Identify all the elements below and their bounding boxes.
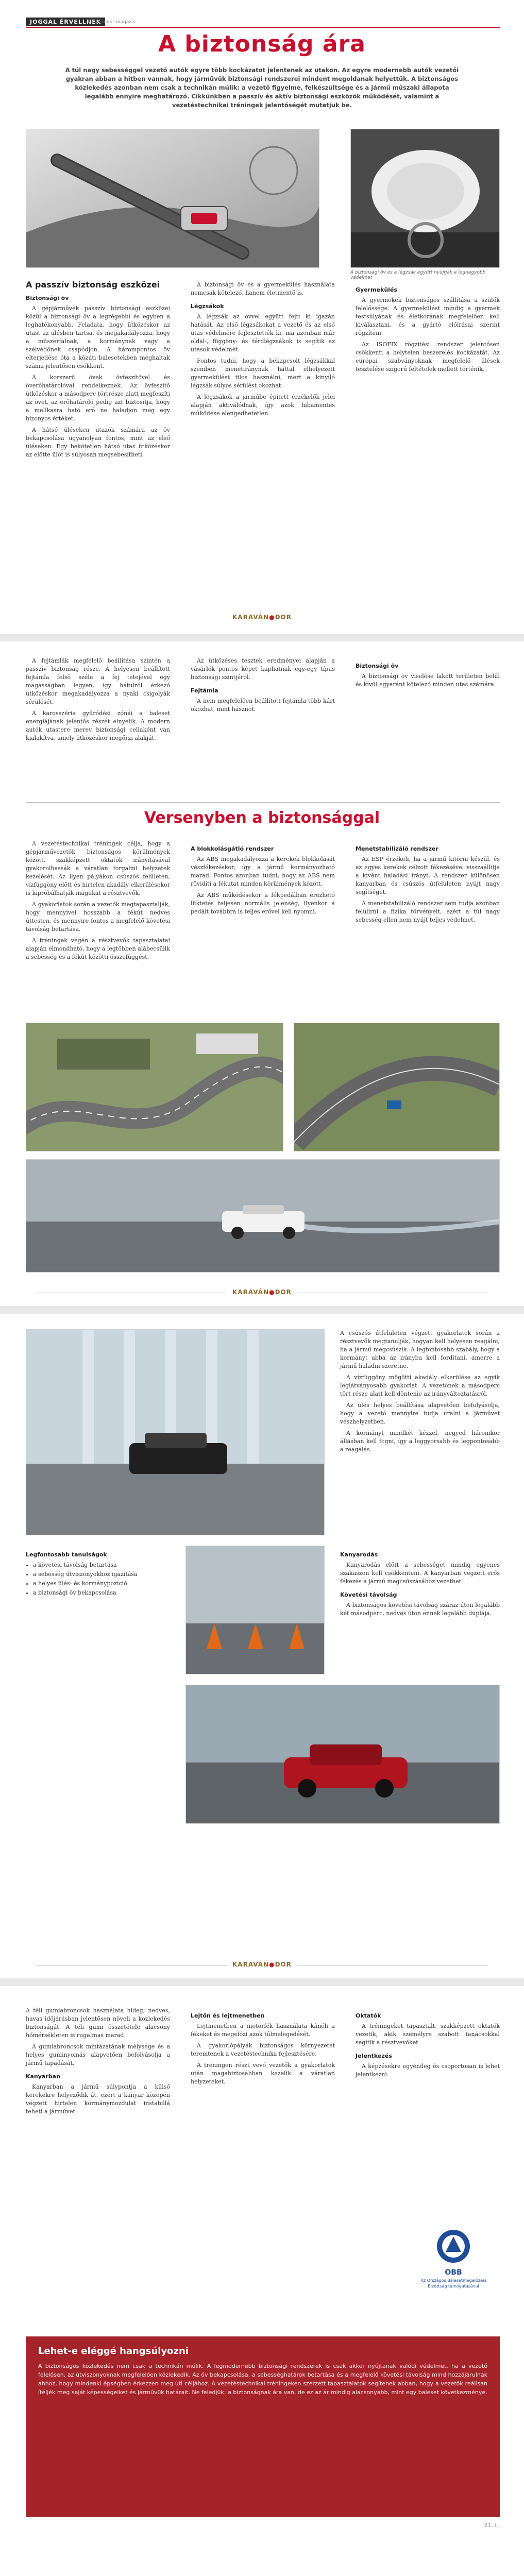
water-wall-illustration <box>26 1330 325 1535</box>
photo-cones <box>185 1546 325 1674</box>
brand-logo: KARAVÁN●DOR <box>232 614 292 621</box>
column-1 <box>26 1546 170 1601</box>
paragraph: A tréningeket tapasztalt, szakképzett oktatók vezetik, akik személyre szabott tanácsokkal segítik a résztvevőket. <box>356 2023 500 2046</box>
paragraph: A gyakorlópályák biztonságos környezetet teremtenek a vezetéstechnika fejlesztésére. <box>191 2042 335 2057</box>
info-box <box>26 2336 500 2517</box>
obb-initials: OBB <box>445 2268 462 2277</box>
page-footer <box>0 611 524 626</box>
photo-skid-pan <box>26 1159 500 1273</box>
subheading: Oktatók <box>356 2012 381 2019</box>
column-1 <box>26 657 170 745</box>
brand-logo: KARAVÁN●DOR <box>232 1289 292 1296</box>
obb-emblem-icon <box>435 2228 471 2264</box>
subheading: Gyermekülés <box>356 286 397 293</box>
paragraph: A karosszéria gyűrődési zónái a baleset energiájának jelentős részét elnyelik. A modern autók utastere merev biztonsági cellaként van kialakítva, amely ütközéskor megőrzi alakját. <box>26 710 170 741</box>
paragraph: Lejtmenetben a motorfék használata kíméli a fékeket és megelőzi azok túlmelegedését. <box>191 2023 335 2038</box>
paragraph: A kormányt mindkét kézzel, negyed háromkor állásban kell fogni, így a leggyorsabb és legpontosabb a reagálás. <box>340 1430 500 1453</box>
paragraph: A fejtámlák megfelelő beállítása szintén a passzív biztonság része. A helyesen beállított fejtámla felső széle a fej tetejével egy magasságban legyen, így hátulról érkező ütközéskor megakadályozza a nyaki csigolyák sérülését. <box>26 657 170 705</box>
paragraph: A vízfüggöny mögötti akadály elkerülése az egyik leglátványosabb gyakorlat. A vezetőnek a másodperc tört része alatt kell döntenie az irányváltoztatásról. <box>340 1374 500 1397</box>
column-1 <box>26 840 170 964</box>
info-box-text: A biztonságos közlekedés nem csak a technikán múlik. A legmodernebb biztonsági rendszerek is csak akkor nyújtanak valódi védelmet, ha a vezető felelősen, az útviszonyoknak megfelelően közlekedik. Az öv bekapcsolása, a sebességhatárok betartása és a megfelelő követési távolság mind hozzájárulnak ahhoz, hogy mindenki épségben érkezzen meg úti céljához. A vezetéstechnikai tréningeken szerzett tapasztalatok segítenek abban, hogy a vezetők reálisan ítéljék meg saját képességeiket és járművük határait. Ne feledjük: a biztonságnak ára van, de ez az ár mindig alacsonyabb, mint egy baleset következménye. <box>38 2363 487 2396</box>
track-curve-illustration <box>294 1023 500 1151</box>
list-item: • a követési távolság betartása <box>33 1561 170 1569</box>
paragraph: A tréningek végén a résztvevők tapasztalatai alapján elmondható, hogy a legtöbben alábecsülik a sebesség és a fékút közötti összefüggést. <box>26 937 170 960</box>
paragraph: Az ülés helyes beállítása alapvetően befolyásolja, hogy a vezető mennyire tudja uralni a járművet vészhelyzetben. <box>340 1402 500 1425</box>
subheading: Követési távolság <box>340 1591 397 1598</box>
paragraph: A képzésekre egyénileg és csoportosan is lehet jelentkezni. <box>356 2063 500 2078</box>
paragraph: A téli gumiabroncsok használata hideg, nedves, havas időjárásban jelentősen növeli a közlekedés biztonságát. A téli gumi összetétele alacsony hőmérsékleten is rugalmas marad. <box>26 2007 170 2039</box>
section-title: Versenyben a biztonsággal <box>144 809 380 827</box>
column-2 <box>191 281 335 421</box>
column-3 <box>356 840 500 927</box>
paragraph: Az ABS működésekor a fékpedálban érezhető lüktetés teljesen normális jelenség, ilyenkor a pedált továbbra is teljes erővel kell nyomni. <box>191 892 335 915</box>
paragraph: A vezetéstechnikai tréningek célja, hogy a gépjárművezetők biztonságos körülmények között, szakképzett oktatók irányításával gyakorolhassák a váratlan forgalmi helyzetek kezelését. Az ilyen pályákon csúszós felületen, vízfüggöny előtt és hirtelen akadály elkerülésekor is kipróbálhatják magukat a résztvevők. <box>26 840 170 896</box>
paragraph: A biztonsági öv és a gyermekülés használata nemcsak kötelező, hanem életmentő is. <box>191 281 335 296</box>
paragraph: A légzsák az övvel együtt fejti ki igazán hatását. Az első légzsákokat a vezető és az első utas védelmére fejlesztették ki, ma azonban már oldal-, függöny- és térdlégzsákok is segítik az utasok védelmét. <box>191 313 335 353</box>
paragraph: A légzsákok a járműbe épített érzékelők jelei alapján aktiválódnak, így azok hibamentes működése elengedhetetlen. <box>191 394 335 417</box>
paragraph: A biztonsági öv viselése lakott területen belül és kívül egyaránt kötelező minden utas számára. <box>356 673 500 688</box>
column-1 <box>26 2007 170 2119</box>
section-divider <box>26 802 500 803</box>
page-4 <box>0 1986 524 2576</box>
subheading: Biztonsági öv <box>356 663 399 669</box>
photo-water-wall <box>26 1329 325 1535</box>
column-2 <box>191 840 335 919</box>
rubric-subtitle: Karavándor magazin <box>88 20 136 25</box>
photo-airbag <box>350 129 500 268</box>
page-2 <box>0 641 524 1306</box>
track-aerial-illustration <box>26 1023 283 1151</box>
photo-red-car <box>185 1685 500 1824</box>
column-3 <box>356 657 500 692</box>
paragraph: Az ütközéses tesztek eredményei alapján a vásárlók pontos képet kaphatnak egy-egy típus biztonsági szintjéről. <box>191 657 335 681</box>
lead-text: A túl nagy sebességgel vezető autók egyre több kockázatot jelentenek az utakon. Az egyre modernebb autók vezetői gyakran abban a hitben vannak, hogy járművük biztonsági rendszerei mindent megoldanak helyettük. A biztonságos közlekedés azonban nem csak a technikán múlik: a vezető figyelme, felkészültsége és a jármű műszaki állapota legalább ennyire meghatározó. Cikkünkben a passzív és aktív biztonsági eszközök működését, valamint a vezetéstechnikai tréningek jelentőségét mutatjuk be. <box>65 66 459 109</box>
page-title: A biztonság ára <box>158 31 366 57</box>
tips-list <box>33 1561 170 1597</box>
paragraph: Az ISOFIX rögzítési rendszer jelentősen csökkenti a helytelen beszerelés kockázatát. Az európai szabványoknak megfelelő ülések tesztelése szigorú feltételek mellett történik. <box>356 341 500 372</box>
subheading: Lejtőn és lejtmenetben <box>191 2012 265 2019</box>
subheading: Legfontosabb tanulságok <box>26 1551 107 1558</box>
subheading: A blokkolásgátló rendszer <box>191 845 274 852</box>
column-3b <box>340 1546 500 1621</box>
page-separator <box>0 1306 524 1314</box>
photo-track-curve <box>294 1023 500 1151</box>
brand-logo: KARAVÁN●DOR <box>232 1961 292 1968</box>
page-3 <box>0 1314 524 1978</box>
paragraph: A nem megfelelően beállított fejtámla több kárt okozhat, mint hasznot. <box>191 698 335 713</box>
subheading: Kanyarban <box>26 2073 60 2080</box>
paragraph: A gyermekek biztonságos szállítása a szülők felelőssége. A gyermekülést mindig a gyermek testsúlyának és életkorának megfelelően kell kiválasztani, és a gyártó előírásai szerint rögzíteni. <box>356 297 500 336</box>
subheading: Jelentkezés <box>356 2053 392 2059</box>
page-separator <box>0 1978 524 1986</box>
page-footer <box>0 1285 524 1301</box>
paragraph: A hátsó üléseken utazók számára az öv bekapcsolása ugyanolyan fontos, mint az első üléseken. Egy bekötetlen hátsó utas ütközéskor az előtte ülőt is súlyosan megsebesítheti. <box>26 427 170 458</box>
paragraph: Kanyarodás előtt a sebességet mindig egyenes szakaszon kell csökkenteni. A kanyarban végzett erős fékezés a jármű megcsúszásához vezethet. <box>340 1562 500 1585</box>
column-2 <box>191 657 335 717</box>
list-item: • a biztonsági öv bekapcsolása <box>33 1589 170 1597</box>
subheading: Menetstabilizáló rendszer <box>356 845 438 852</box>
obb-caption: Az Országos Balesetmegelőzési Bizottság támogatásával <box>420 2278 486 2289</box>
paragraph: Az ABS megakadályozza a kerekek blokkolását vészfékezéskor, így a jármű kormányozható marad. Fontos azonban tudni, hogy az ABS nem rövidíti a fékutat minden körülmények között. <box>191 856 335 887</box>
page-separator <box>0 634 524 641</box>
info-box-title: Lehet-e eléggé hangsúlyozni <box>38 2346 189 2357</box>
subheading: Kanyarodás <box>340 1551 378 1558</box>
paragraph: Fontos tudni, hogy a bekapcsolt légzsákkal szemben menetiránynak háttal elhelyezett gyermekülést tilos használni, mert a kinyíló légzsák súlyos sérülést okozhat. <box>191 358 335 389</box>
paragraph: A gumiabroncsok mintázatának mélysége és a helyes guminyomás alapvetően befolyásolja a jármű tapadását. <box>26 2043 170 2066</box>
skid-pan-illustration <box>26 1160 500 1273</box>
column-1 <box>26 281 170 462</box>
page-number: 21. l. <box>484 2522 498 2529</box>
cones-illustration <box>186 1546 325 1674</box>
page-1 <box>0 0 524 634</box>
paragraph: Az ESP érzékeli, ha a jármű kitörni készül, és az egyes kerekek célzott fékezésével visszaállítja a kívánt haladási irányt. A rendszer különösen kanyarban és csúszós útfelületen nyújt nagy segítséget. <box>356 856 500 895</box>
column-2 <box>191 2007 335 2089</box>
subheading: Fejtámla <box>191 687 218 694</box>
paragraph: A csúszós útfelületen végzett gyakorlatok során a résztvevők megtanulják, hogyan kell helyesen reagálni, ha a jármű megcsúszik. A legfontosabb szabály, hogy a kormányt abba az irányba kell fordítani, amerre a jármű haladni szeretne. <box>340 1330 500 1369</box>
column-3 <box>356 2007 500 2082</box>
photo-training-track <box>26 1023 283 1151</box>
seatbelt-illustration <box>26 129 319 268</box>
page-footer <box>0 1958 524 1973</box>
section-title: A passzív biztonság eszközei <box>26 280 160 290</box>
rubric-tag: JOGGAL ÉRVELLNEK <box>26 18 105 26</box>
paragraph: Kanyarban a jármű súlypontja a külső kerekekre helyeződik át, ezért a kanyar közepén végzett hirtelen kormánymozdulat instabillá teheti a járművet. <box>26 2083 170 2115</box>
column-3 <box>356 281 500 377</box>
subheading: Biztonsági öv <box>26 295 69 301</box>
paragraph: A korszerű övek övfeszítővel és överőhatárolóval rendelkeznek. Az övfeszítő ütközéskor a másodperc törtrésze alatt megfeszíti az övet, az erőhatároló pedig azt biztosítja, hogy a mellkasra ható erő ne haladjon meg egy bizonyos értéket. <box>26 374 170 422</box>
rubric-rule <box>26 27 500 28</box>
list-item: • a sebesség útviszonyokhoz igazítása <box>33 1570 170 1579</box>
subheading: Légzsákok <box>191 303 224 310</box>
photo-seatbelt <box>26 129 319 268</box>
column-3 <box>340 1329 500 1457</box>
obb-logo <box>412 2228 495 2289</box>
airbag-illustration <box>351 129 500 268</box>
list-item: • a helyes ülés- és kormánypozíció <box>33 1580 170 1588</box>
red-car-illustration <box>186 1685 500 1824</box>
photo-caption: A biztonsági öv és a légzsák együtt nyújtják a legnagyobb védelmet <box>350 270 486 280</box>
paragraph: A tréningen részt vevő vezetők a gyakorlatok után magabiztosabban kezelik a váratlan helyzeteket. <box>191 2062 335 2085</box>
paragraph: A biztonságos követési távolság száraz úton legalább két másodperc, nedves úton ennek legalább duplája. <box>340 1602 500 1617</box>
paragraph: A gyakorlatok során a vezetők megtapasztalják, hogy mennyivel hosszabb a fékút nedves úttesten, és mennyire fontos a megfelelő követési távolság betartása. <box>26 901 170 933</box>
paragraph: A gépjárművek passzív biztonsági eszközei közül a biztonsági öv a legrégebbi és egyben a leghatékonyabb. Feladata, hogy ütközéskor az utast az ülésben tartsa, és megakadályozza, hogy a műszerfalnak, a kormánynak vagy a szélvédőnek csapódjon. A hárompontos öv elterjedése óta a közúti balesetekben meghaltak száma jelentősen csökkent. <box>26 305 170 369</box>
paragraph: A menetstabilizáló rendszer sem tudja azonban felülírni a fizika törvényeit, ezért a túl nagy sebesség ellen nem nyújt teljes védelmet. <box>356 900 500 923</box>
